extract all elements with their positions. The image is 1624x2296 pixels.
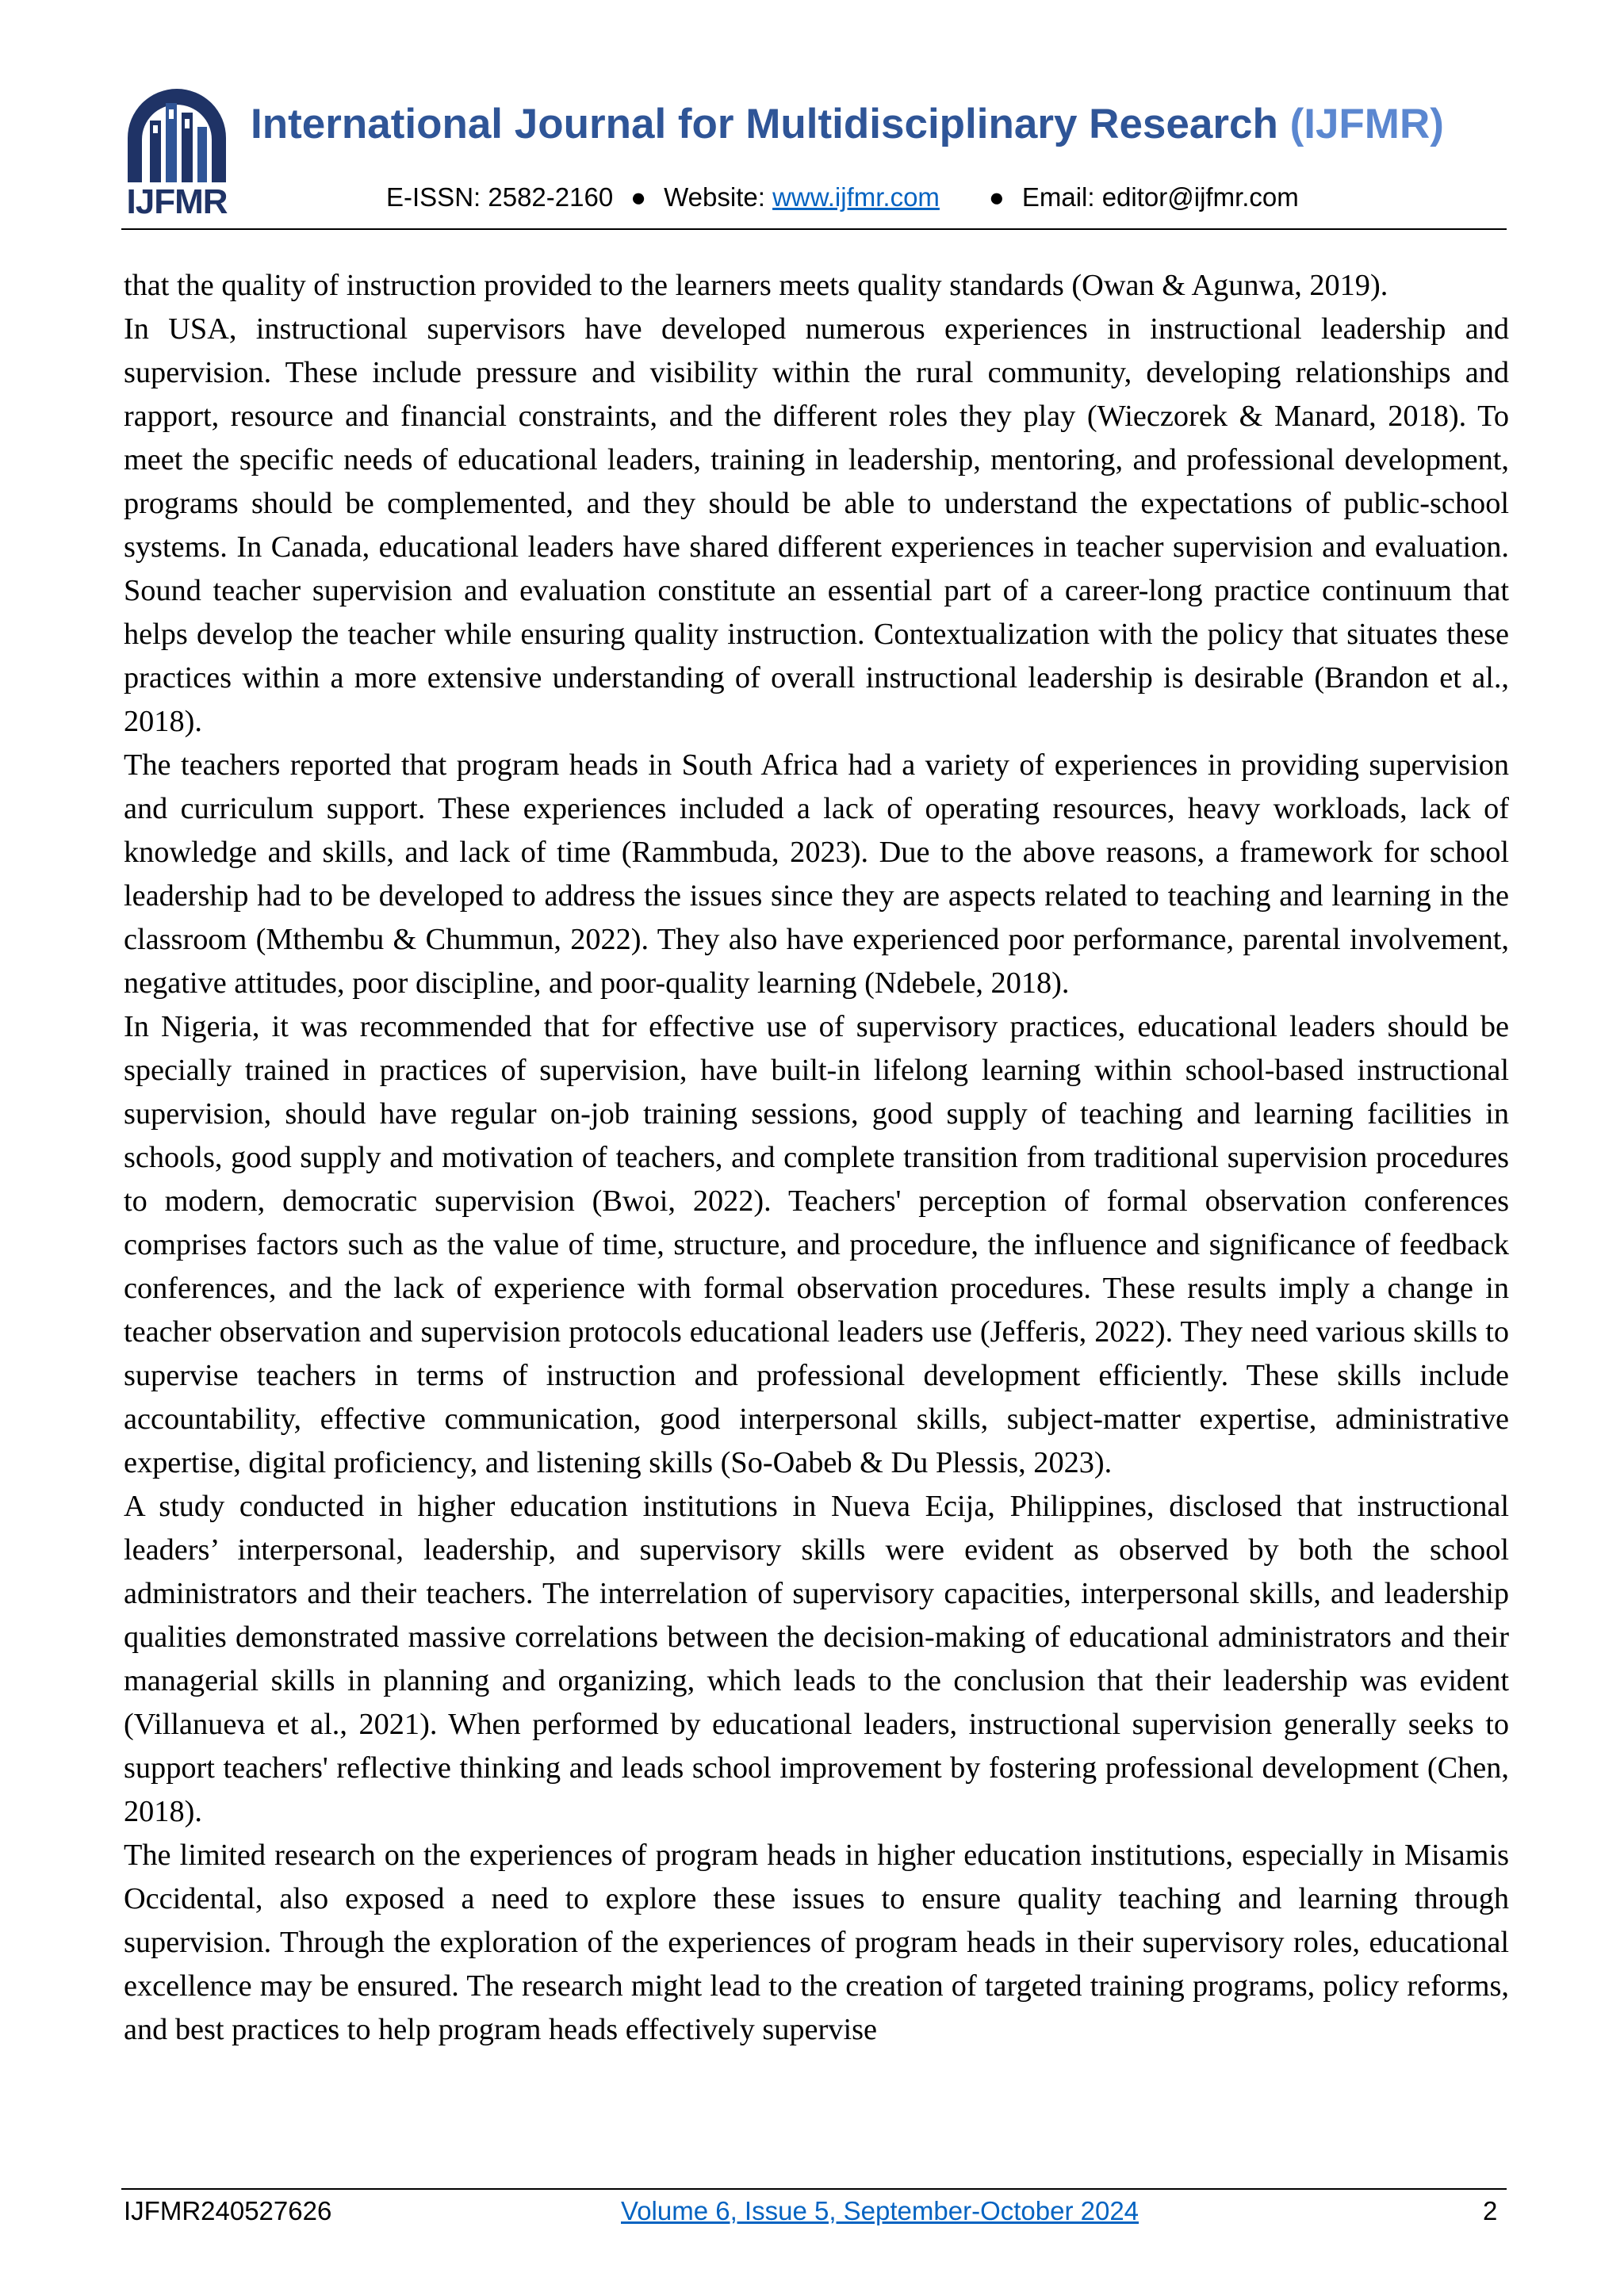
footer-divider xyxy=(121,2188,1507,2190)
website-link[interactable]: www.ijfmr.com xyxy=(772,182,940,212)
header-divider xyxy=(121,228,1507,230)
website-label: Website: xyxy=(664,182,765,212)
page-number: 2 xyxy=(1483,2196,1498,2225)
journal-logo xyxy=(121,89,232,225)
journal-meta-line xyxy=(386,182,1299,212)
volume-issue-link[interactable]: Volume 6, Issue 5, September-October 2024 xyxy=(621,2196,1139,2225)
body-paragraph: The teachers reported that program heads in South Africa had a variety of experiences in providing supervision and curriculum support. These experiences included a lack of operating resources, heavy workloads, lack of knowledge and skills, and lack of time (Rammbuda, 2023). Due to the above reasons, a framework for school leadership had to be developed to address the issues since they are aspects related to teaching and learning in the classroom (Mthembu & Chummun, 2022). They also have experienced poor performance, parental involvement, negative attitudes, poor discipline, and poor-quality learning (Ndebele, 2018). xyxy=(124,748,1509,1000)
article-body xyxy=(124,264,1509,2052)
journal-abbreviation: (IJFMR) xyxy=(1289,101,1444,147)
paper-id: IJFMR240527626 xyxy=(124,2196,332,2225)
logo-wordmark: IJFMR xyxy=(126,182,228,221)
body-paragraph: In USA, instructional supervisors have developed numerous experiences in instructional leadership and supervision. These include pressure and visibility within the rural community, developing relationships and rapport, resource and financial constraints, and the different roles they play (Wieczorek & Manard, 2018). To meet the specific needs of educational leaders, training in leadership, mentoring, and professional development, programs should be complemented, and they should be able to understand the expectations of public-school systems. In Canada, educational leaders have shared different experiences in teacher supervision and evaluation. Sound teacher supervision and evaluation constitute an essential part of a career-long practice continuum that helps develop the teacher while ensuring quality instruction. Contextualization with the policy that situates these practices within a more extensive understanding of overall instructional leadership is desirable (Brandon et al., 2018). xyxy=(124,312,1509,738)
email-text: Email: editor@ijfmr.com xyxy=(1021,182,1299,212)
bullet-separator: ● xyxy=(988,182,1005,212)
body-paragraph: In Nigeria, it was recommended that for effective use of supervisory practices, educational leaders should be specially trained in practices of supervision, have built-in lifelong learning within school-based instructional supervision, should have regular on-job training sessions, good supply of teaching and learning facilities in schools, good supply and motivation of teachers, and complete transition from traditional supervision procedures to modern, democratic supervision (Bwoi, 2022). Teachers' perception of formal observation conferences comprises factors such as the value of time, structure, and procedure, the influence and significance of feedback conferences, and the lack of experience with formal observation procedures. These results imply a change in teacher observation and supervision protocols educational leaders use (Jefferis, 2022). They need various skills to supervise teachers in terms of instruction and professional development efficiently. These skills include accountability, effective communication, good interpersonal skills, subject-matter expertise, administrative expertise, digital proficiency, and listening skills (So-Oabeb & Du Plessis, 2023). xyxy=(124,1010,1509,1479)
journal-title-text: International Journal for Multidisciplinary Research xyxy=(251,101,1278,147)
body-paragraph: A study conducted in higher education institutions in Nueva Ecija, Philippines, disclosed that instructional leaders’ interpersonal, leadership, and supervisory skills were evident as observed by both the school administrators and their teachers. The interrelation of supervisory capacities, interpersonal skills, and leadership qualities demonstrated massive correlations between the decision-making of educational administrators and their managerial skills in planning and organizing, which leads to the conclusion that their leadership was evident (Villanueva et al., 2021). When performed by educational leaders, instructional supervision generally seeks to support teachers' reflective thinking and leads school improvement by fostering professional development (Chen, 2018). xyxy=(124,1490,1509,1828)
bullet-separator: ● xyxy=(630,182,647,212)
body-paragraph: that the quality of instruction provided to the learners meets quality standards (Owan & Agunwa, 2019). xyxy=(124,269,1388,302)
logo-emblem-icon xyxy=(121,89,232,184)
issn-text: E-ISSN: 2582-2160 xyxy=(386,182,614,212)
body-paragraph: The limited research on the experiences of program heads in higher education institutions, especially in Misamis Occidental, also exposed a need to explore these issues to ensure quality teaching and learning through supervision. Through the exploration of the experiences of program heads in their supervisory roles, educational excellence may be ensured. The research might lead to the creation of targeted training programs, policy reforms, and best practices to help program heads effectively supervise xyxy=(124,1839,1509,2046)
journal-title xyxy=(251,100,1444,148)
page-header xyxy=(0,0,1624,238)
